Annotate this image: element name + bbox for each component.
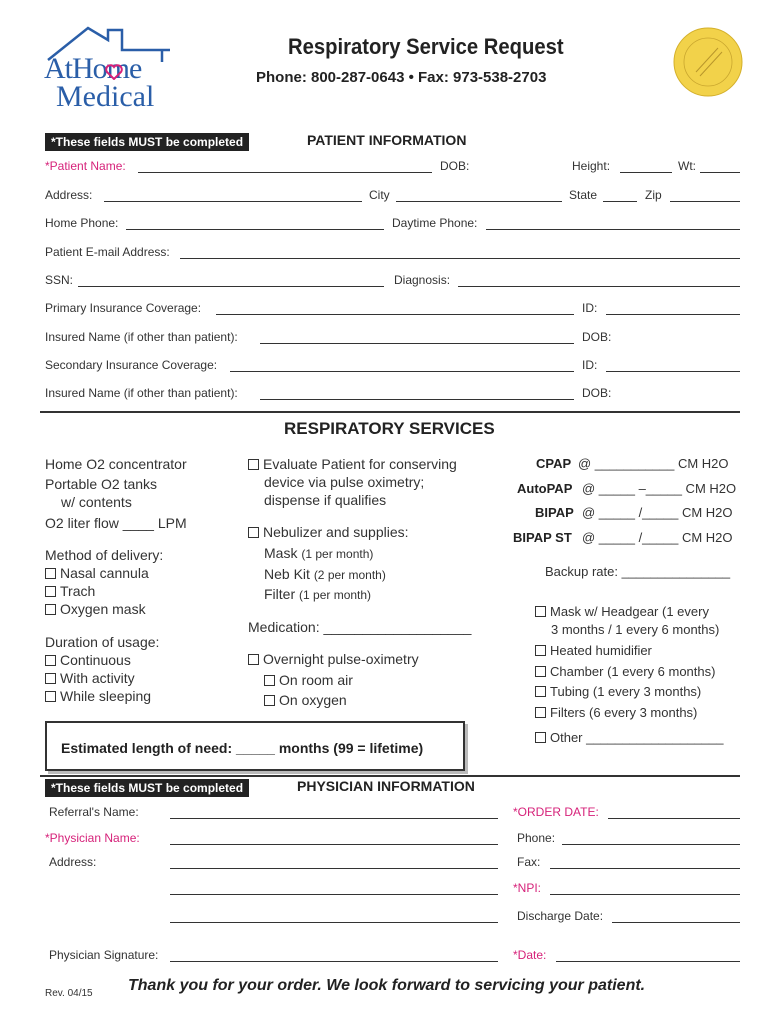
- checkbox[interactable]: [45, 604, 56, 615]
- evaluate-line-3: dispense if qualifies: [264, 492, 387, 508]
- physician-address-label: Address:: [49, 855, 97, 869]
- heart-icon: [105, 64, 123, 80]
- accreditation-seal-icon: [672, 26, 744, 98]
- secondary-id-label: ID:: [582, 358, 598, 372]
- on-oxygen-option[interactable]: [264, 692, 347, 708]
- continuous-option[interactable]: [45, 652, 131, 668]
- physician-signature-field[interactable]: [170, 961, 498, 962]
- continuous-label: Continuous: [60, 652, 131, 668]
- length-of-need-box[interactable]: [45, 721, 465, 771]
- physician-name-label: *Physician Name:: [45, 831, 140, 845]
- npi-label: *NPI:: [513, 881, 542, 895]
- tubing-option[interactable]: [535, 684, 701, 699]
- divider-services: [40, 411, 740, 413]
- patient-info-heading: PATIENT INFORMATION: [307, 132, 467, 148]
- discharge-date-label: Discharge Date:: [517, 909, 604, 923]
- city-label: City: [369, 188, 390, 202]
- nebulizer-option[interactable]: [248, 524, 409, 540]
- headgear-label: Mask w/ Headgear (1 every: [550, 604, 709, 619]
- trach-label: Trach: [60, 583, 96, 599]
- insured-dob-2-label: DOB:: [582, 386, 612, 400]
- secondary-insurance-field[interactable]: [230, 371, 574, 372]
- daytime-phone-field[interactable]: [486, 229, 740, 230]
- divider-physician: [40, 775, 740, 777]
- nasal-cannula-label: Nasal cannula: [60, 565, 149, 581]
- trach-option[interactable]: [45, 583, 95, 599]
- portable-o2-tanks: Portable O2 tanks: [45, 476, 158, 492]
- insured-name-1-label: Insured Name (if other than patient):: [45, 330, 238, 344]
- overnight-oximetry-option[interactable]: [248, 651, 419, 667]
- zip-label: Zip: [645, 188, 662, 202]
- insured-name-2-label: Insured Name (if other than patient):: [45, 386, 238, 400]
- insured-dob-1-label: DOB:: [582, 330, 612, 344]
- checkbox[interactable]: [45, 568, 56, 579]
- checkbox[interactable]: [248, 459, 259, 470]
- physician-signature-label: Physician Signature:: [49, 948, 159, 962]
- wt-field[interactable]: [700, 172, 740, 173]
- checkbox[interactable]: [248, 527, 259, 538]
- nebulizer-label: Nebulizer and supplies:: [263, 524, 409, 540]
- nasal-cannula-option[interactable]: [45, 565, 149, 581]
- physician-fax-label: Fax:: [517, 855, 541, 869]
- checkbox[interactable]: [45, 673, 56, 684]
- headgear-line-2: 3 months / 1 every 6 months): [551, 622, 720, 637]
- with-activity-label: With activity: [60, 670, 135, 686]
- physician-info-heading: PHYSICIAN INFORMATION: [297, 778, 475, 794]
- checkbox[interactable]: [264, 675, 275, 686]
- signature-date-field[interactable]: [556, 961, 740, 962]
- secondary-id-field[interactable]: [606, 371, 740, 372]
- overnight-label: Overnight pulse-oximetry: [263, 651, 419, 667]
- home-o2-concentrator: Home O2 concentrator: [45, 456, 187, 472]
- required-fields-badge-physician: *These fields MUST be completed: [45, 779, 249, 797]
- wt-label: Wt:: [678, 159, 696, 173]
- headgear-option[interactable]: [535, 604, 709, 619]
- checkbox[interactable]: [535, 666, 546, 677]
- autopap-field[interactable]: @ _____ –_____ CM H2O: [582, 481, 737, 496]
- on-oxygen-label: On oxygen: [279, 692, 347, 708]
- physician-address-field-1[interactable]: [170, 868, 498, 869]
- secondary-insurance-label: Secondary Insurance Coverage:: [45, 358, 218, 372]
- patient-name-label: *Patient Name:: [45, 159, 126, 173]
- neb-mask: Mask (1 per month): [264, 545, 374, 561]
- address-field[interactable]: [104, 201, 362, 202]
- portable-o2-contents: w/ contents: [61, 494, 132, 510]
- ssn-label: SSN:: [45, 273, 74, 287]
- checkbox[interactable]: [45, 691, 56, 702]
- primary-id-label: ID:: [582, 301, 598, 315]
- email-label: Patient E-mail Address:: [45, 245, 170, 259]
- checkbox[interactable]: [535, 707, 546, 718]
- while-sleeping-label: While sleeping: [60, 688, 152, 704]
- contact-line: Phone: 800-287-0643 • Fax: 973-538-2703: [256, 69, 547, 86]
- other-option[interactable]: [535, 730, 724, 745]
- checkbox[interactable]: [248, 654, 259, 665]
- zip-field[interactable]: [670, 201, 740, 202]
- physician-phone-label: Phone:: [517, 831, 556, 845]
- oxygen-mask-label: Oxygen mask: [60, 601, 146, 617]
- physician-fax-field[interactable]: [550, 868, 740, 869]
- npi-field[interactable]: [550, 894, 740, 895]
- other-label: Other ___________________: [550, 730, 724, 745]
- checkbox[interactable]: [535, 732, 546, 743]
- humidifier-option[interactable]: [535, 643, 652, 658]
- insured-name-1-field[interactable]: [260, 343, 574, 344]
- diagnosis-label: Diagnosis:: [394, 273, 451, 287]
- medication-field[interactable]: Medication: ___________________: [248, 619, 472, 635]
- neb-kit: Neb Kit (2 per month): [264, 566, 386, 582]
- physician-name-field[interactable]: [170, 844, 498, 845]
- order-date-field[interactable]: [608, 818, 740, 819]
- diagnosis-field[interactable]: [458, 286, 740, 287]
- primary-insurance-label: Primary Insurance Coverage:: [45, 301, 202, 315]
- referral-name-field[interactable]: [170, 818, 498, 819]
- oxygen-mask-option[interactable]: [45, 601, 146, 617]
- cpap-label: CPAP: [536, 456, 572, 471]
- home-phone-label: Home Phone:: [45, 216, 119, 230]
- physician-address-field-3[interactable]: [170, 922, 498, 923]
- checkbox[interactable]: [45, 586, 56, 597]
- filters-option[interactable]: [535, 705, 697, 720]
- bipap-label: BIPAP: [535, 505, 574, 520]
- home-phone-field[interactable]: [126, 229, 384, 230]
- form-title: Respiratory Service Request: [288, 34, 564, 59]
- required-fields-badge: *These fields MUST be completed: [45, 133, 249, 151]
- filters-label: Filters (6 every 3 months): [550, 705, 698, 720]
- dob-field[interactable]: [472, 172, 562, 173]
- company-logo: [42, 22, 172, 112]
- logo-text-top: AtHome: [44, 52, 142, 85]
- height-field[interactable]: [620, 172, 672, 173]
- backup-rate-field[interactable]: Backup rate: _______________: [545, 564, 731, 579]
- physician-phone-field[interactable]: [562, 844, 740, 845]
- signature-date-label: *Date:: [513, 948, 547, 962]
- primary-id-field[interactable]: [606, 314, 740, 315]
- evaluate-line-2: device via pulse oximetry;: [264, 474, 425, 490]
- discharge-date-field[interactable]: [612, 922, 740, 923]
- o2-liter-flow[interactable]: O2 liter flow ____ LPM: [45, 515, 187, 531]
- dob-label: DOB:: [440, 159, 470, 173]
- bipap-st-field[interactable]: @ _____ /_____ CM H2O: [582, 530, 733, 545]
- patient-name-field[interactable]: [138, 172, 432, 173]
- bipap-field[interactable]: @ _____ /_____ CM H2O: [582, 505, 733, 520]
- autopap-label: AutoPAP: [517, 481, 573, 496]
- physician-address-field-2[interactable]: [170, 894, 498, 895]
- state-label: State: [569, 188, 598, 202]
- ssn-field[interactable]: [78, 286, 384, 287]
- humidifier-label: Heated humidifier: [550, 643, 652, 658]
- checkbox[interactable]: [535, 606, 546, 617]
- address-label: Address:: [45, 188, 93, 202]
- email-field[interactable]: [180, 258, 740, 259]
- checkbox[interactable]: [535, 645, 546, 656]
- length-of-need-text: Estimated length of need: _____ months (99 = lifetime): [61, 740, 424, 756]
- thank-you-message: Thank you for your order. We look forward to servicing your patient.: [128, 977, 646, 994]
- revision-label: Rev. 04/15: [45, 988, 93, 999]
- daytime-phone-label: Daytime Phone:: [392, 216, 478, 230]
- delivery-method-heading: Method of delivery:: [45, 547, 164, 563]
- duration-heading: Duration of usage:: [45, 634, 160, 650]
- height-label: Height:: [572, 159, 611, 173]
- chamber-label: Chamber (1 every 6 months): [550, 664, 716, 679]
- checkbox[interactable]: [45, 655, 56, 666]
- services-heading: RESPIRATORY SERVICES: [284, 419, 495, 438]
- with-activity-option[interactable]: [45, 670, 135, 686]
- order-date-label: *ORDER DATE:: [513, 805, 599, 819]
- bipap-st-label: BIPAP ST: [513, 530, 572, 545]
- state-field[interactable]: [603, 201, 637, 202]
- neb-filter: Filter (1 per month): [264, 586, 372, 602]
- checkbox[interactable]: [535, 686, 546, 697]
- checkbox[interactable]: [264, 695, 275, 706]
- tubing-label: Tubing (1 every 3 months): [550, 684, 702, 699]
- while-sleeping-option[interactable]: [45, 688, 151, 704]
- logo-text-bottom: Medical: [56, 80, 155, 113]
- room-air-label: On room air: [279, 672, 353, 688]
- evaluate-label: Evaluate Patient for conserving: [263, 456, 457, 472]
- primary-insurance-field[interactable]: [216, 314, 574, 315]
- cpap-field[interactable]: @ ___________ CM H2O: [578, 456, 729, 471]
- insured-name-2-field[interactable]: [260, 399, 574, 400]
- evaluate-patient-option[interactable]: [248, 456, 457, 472]
- chamber-option[interactable]: [535, 664, 715, 679]
- city-field[interactable]: [396, 201, 562, 202]
- referral-name-label: Referral's Name:: [49, 805, 139, 819]
- room-air-option[interactable]: [264, 672, 353, 688]
